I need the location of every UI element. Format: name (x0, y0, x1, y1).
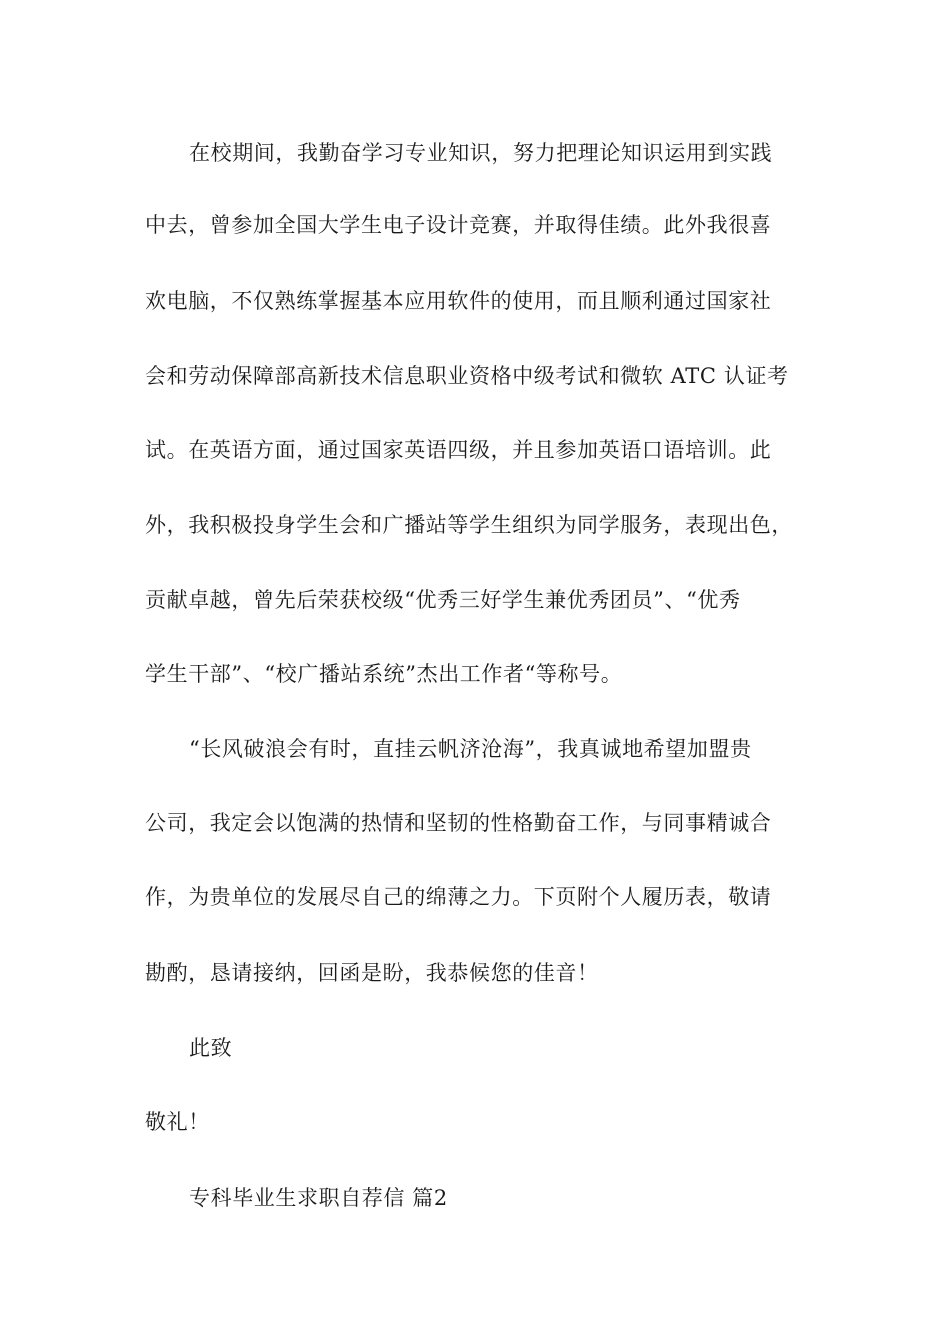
paragraph-1-line-6: 外，我积极投身学生会和广播站等学生组织为同学服务，表现出色， (145, 513, 793, 537)
paragraph-1-line-5: 试。在英语方面，通过国家英语四级，并且参加英语口语培训。此 (145, 438, 772, 462)
paragraph-2-line-2: 公司，我定会以饱满的热情和坚韧的性格勤奋工作，与同事精诚合 (145, 811, 772, 835)
paragraph-1-line-8: 学生干部”、“校广播站系统”杰出工作者“等称号。 (145, 662, 623, 686)
paragraph-1-line-4: 会和劳动保障部高新技术信息职业资格中级考试和微软 ATC 认证考 (145, 364, 789, 388)
closing-text: 此致 (189, 1036, 233, 1060)
paragraph-2-line-3: 作，为贵单位的发展尽自己的绵薄之力。下页附个人履历表，敬请 (145, 885, 772, 909)
paragraph-1-line-1: 在校期间，我勤奋学习专业知识，努力把理论知识运用到实践 (189, 141, 773, 165)
paragraph-1-line-2: 中去，曾参加全国大学生电子设计竞赛，并取得佳绩。此外我很喜 (145, 213, 772, 237)
paragraph-1-line-7: 贡献卓越，曾先后荣获校级“优秀三好学生兼优秀团员”、“优秀 (145, 588, 741, 612)
paragraph-1-line-3: 欢电脑，不仅熟练掌握基本应用软件的使用，而且顺利通过国家社 (145, 289, 772, 313)
salutation-text: 敬礼！ (145, 1110, 210, 1134)
paragraph-2-line-4: 勘酌，恳请接纳，回函是盼，我恭候您的佳音！ (145, 961, 599, 985)
paragraph-2-line-1: “长风破浪会有时，直挂云帆济沧海”，我真诚地希望加盟贵 (189, 737, 752, 761)
section-heading: 专科毕业生求职自荐信 篇2 (189, 1186, 448, 1210)
